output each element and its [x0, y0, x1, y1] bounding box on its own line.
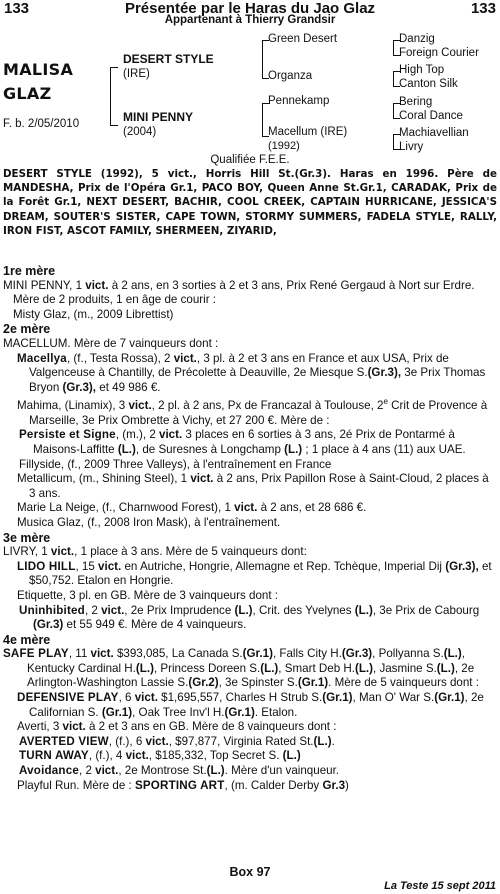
produce-entry: Marie La Neige, (f., Charnwood Forest), 1 vict. à 2 ans, et 28 686 €.	[17, 501, 367, 515]
birth-info: F. b. 2/05/2010	[3, 118, 80, 130]
g3-ancestor: Danzig	[399, 33, 435, 45]
produce-entry: DEFENSIVE PLAY, 6 vict. $1,695,557, Charles H Strub S.(Gr.1), Man O' War S.(Gr.1), 2e Californian S. (Gr.1), Oak Tree Inv'l H.(Gr.1). Etalon.	[17, 691, 484, 719]
sire-dam: Organza	[268, 70, 313, 82]
section-heading-3: 3e mère	[3, 530, 51, 545]
box-number: Box 97	[229, 865, 271, 879]
dam-1-entry: MINI PENNY, 1 vict. à 2 ans, en 3 sorties à 2 et 3 ans, Prix René Gergaud à Nort sur Erdre. Mère de 2 produits, 1 en âge de courir :	[3, 278, 475, 307]
produce-entry: Mahima, (Linamix), 3 vict., 2 pl. à 2 ans, Px de Francazal à Toulouse, 2e Crit de Provence à Marseille, 3e Prix Ombrette à Vichy, et 27 200 €. Mère de :	[17, 397, 488, 427]
produce-entry: Averti, 3 vict. à 2 et 3 ans en GB. Mère de 8 vainqueurs dont :	[17, 720, 337, 734]
horse-name-line1: MALISA	[3, 60, 74, 79]
g3-ancestor: Machiavellian	[399, 127, 469, 139]
qualification: Qualifiée F.E.E.	[210, 154, 290, 166]
dam-4-entry: SAFE PLAY, 11 vict. $393,085, La Canada S.(Gr.1), Falls City H.(Gr.3), Pollyanna S.(L.), Kentucky Cardinal H.(L.), Princess Doreen S.(L.), Smart Deb H.(L.), Jasmine S.(L.), 2e Arlington-Washington Lassie S.(Gr.2), 3e Spinster S.(Gr.1). Mère de 5 vainqueurs dont :	[3, 647, 479, 690]
produce-entry: TURN AWAY, (f.), 4 vict., $185,332, Top Secret S. (L.)	[19, 749, 301, 763]
produce-entry: Misty Glaz, (m., 2009 Librettist)	[13, 307, 174, 321]
produce-entry: Macellya, (f., Testa Rossa), 2 vict., 3 pl. à 2 et 3 ans en France et aux USA, Prix de Valgenceuse à Chantilly, de Précolette à Deauville, 2e Miesque S.(Gr.3), 3e Prix Thomas Bryon (Gr.3), et 49 986 €.	[17, 351, 486, 394]
produce-entry: Persiste et Signe, (m.), 2 vict. 3 places en 6 sorties à 3 ans, 2é Prix de Pontarmé à Maisons-Laffitte (L.), de Suresnes à Longchamp (L.) ; 1 place à 4 ans (11) aux UAE.	[19, 428, 466, 456]
g3-ancestor: Coral Dance	[399, 110, 463, 122]
owner-subtitle: Appartenant à Thierry Grandsir	[164, 14, 336, 26]
section-heading-2: 2e mère	[3, 322, 51, 337]
lot-number-right: 133	[470, 0, 496, 17]
produce-entry: Avoidance, 2 vict., 2e Montrose St.(L.). Mère d'un vainqueur.	[19, 764, 340, 778]
dam-3-entry: LIVRY, 1 vict., 1 place à 3 ans. Mère de 5 vainqueurs dont:	[3, 545, 307, 559]
produce-entry: Fillyside, (f., 2009 Three Valleys), à l'entraînement en France	[19, 457, 332, 471]
pedigree-body	[3, 264, 497, 793]
g3-ancestor: Foreign Courier	[399, 47, 479, 59]
dam-name: MINI PENNY	[123, 110, 194, 124]
produce-entry: Etiquette, 3 pl. en GB. Mère de 3 vainqueurs dont :	[17, 588, 279, 602]
section-heading-4: 4e mère	[3, 632, 51, 647]
produce-entry: Uninhibited, 2 vict., 2e Prix Imprudence (L.), Crit. des Yvelynes (L.), 3e Prix de Cabourg (Gr.3) et 55 949 €. Mère de 4 vainqueurs.	[19, 603, 480, 632]
produce-entry: Playful Run. Mère de : SPORTING ART, (m. Calder Derby Gr.3)	[17, 778, 349, 792]
g3-ancestor: Canton Silk	[399, 78, 458, 90]
dam-2-entry: MACELLUM. Mère de 7 vainqueurs dont :	[3, 336, 219, 350]
footer-date: La Teste 15 sept 2011	[384, 880, 496, 892]
horse-name-line2: GLAZ	[3, 84, 52, 103]
sire-paragraph: DESERT STYLE (1992), 5 vict., Horris Hill St.(Gr.3). Haras en 1996. Père de MANDESHA, Prix de l'Opéra Gr.1, PACO BOY, Queen Anne St.Gr.1, CARADAK, Prix de la Forêt Gr.1, NEXT DESERT, BACHIR, COOL CREEK, CAPTAIN HURRICANE, JESSICA'S DREAM, SOUTER'S SISTER, CAPE TOWN, STORMY SUMMERS, FADELA STYLE, RALLY, IRON FIST, ASCOT FAMILY, SHERMEEN, ZIYARID,	[3, 168, 497, 237]
dam-sire: Pennekamp	[268, 95, 330, 107]
produce-entry: AVERTED VIEW, (f.), 6 vict., $97,877, Virginia Rated St.(L.).	[19, 734, 335, 748]
produce-entry: Musica Glaz, (f., 2008 Iron Mask), à l'entraînement.	[17, 515, 281, 529]
dam-year: (2004)	[123, 126, 157, 138]
produce-entry: Metallicum, (m., Shining Steel), 1 vict. à 2 ans, Prix Papillon Rose à Saint-Cloud, 2 places à 3 ans.	[17, 472, 489, 500]
pedigree-bracket-g1	[110, 67, 118, 126]
sire-origin: (IRE)	[123, 68, 150, 80]
page-title: Présentée par le Haras du Jao Glaz	[124, 0, 376, 17]
produce-entry: LIDO HILL, 15 vict. en Autriche, Hongrie, Allemagne et Rep. Tchèque, Imperial Dij (Gr.3), et $50,752. Etalon en Hongrie.	[17, 559, 492, 588]
sire-sire: Green Desert	[268, 33, 338, 45]
dam-dam-year: (1992)	[268, 140, 300, 152]
dam-dam: Macellum (IRE)	[268, 126, 348, 138]
lot-number-left: 133	[4, 0, 30, 17]
section-heading-1: 1re mère	[3, 264, 56, 278]
g3-ancestor: High Top	[399, 64, 445, 76]
g3-ancestor: Bering	[399, 96, 433, 108]
sire-name: DESERT STYLE	[123, 52, 214, 66]
g3-ancestor: Livry	[399, 141, 424, 153]
